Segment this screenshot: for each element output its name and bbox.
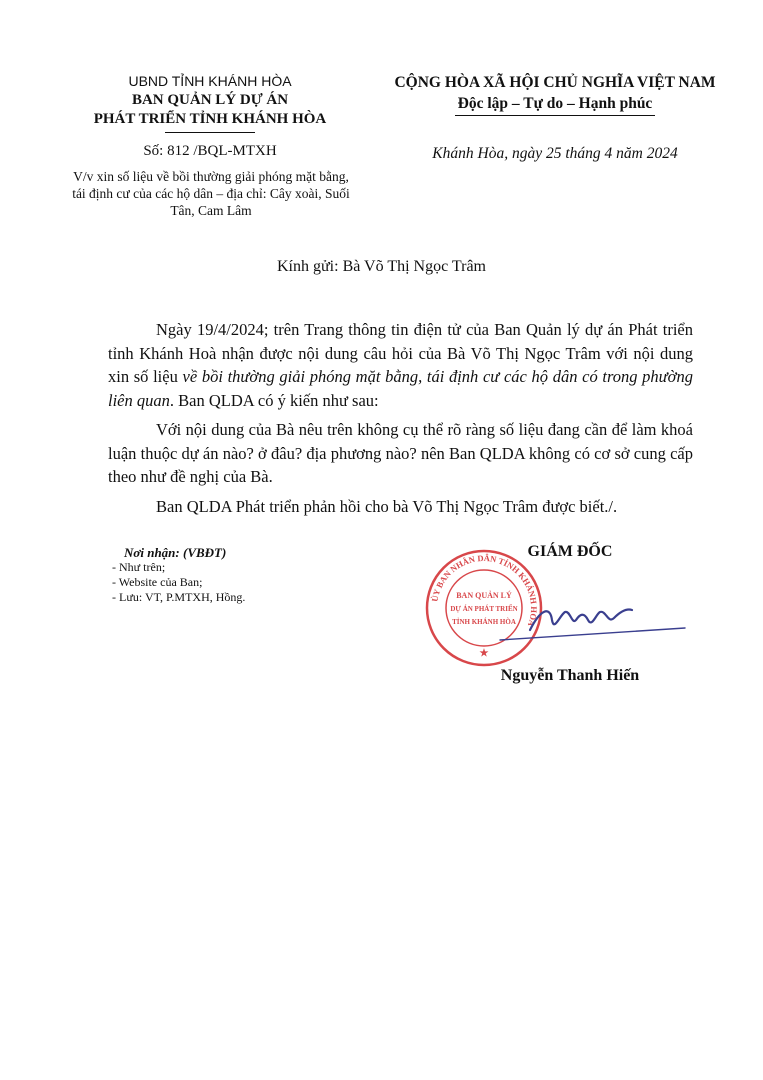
issuer-name-line2: PHÁT TRIỂN TỈNH KHÁNH HÒA [93, 111, 327, 127]
seal-line-2: DỰ ÁN PHÁT TRIỂN [450, 605, 518, 613]
document-date: Khánh Hòa, ngày 25 tháng 4 năm 2024 [432, 145, 678, 162]
recipient-item: - Như trên; [112, 560, 166, 574]
signer-name: Nguyễn Thanh Hiến [500, 667, 640, 684]
seal-line-1: BAN QUẢN LÝ [456, 591, 512, 600]
signer-title: GIÁM ĐỐC [527, 543, 613, 560]
recipient-item: - Website của Ban; [112, 575, 203, 589]
paragraph-3: Ban QLDA Phát triển phản hồi cho bà Võ Thị Ngọc Trâm được biết./. [156, 496, 618, 516]
national-title: CỘNG HÒA XÃ HỘI CHỦ NGHĨA VIỆT NAM [394, 74, 716, 91]
issuer-name-line1: BAN QUẢN LÝ DỰ ÁN [131, 92, 289, 108]
handwritten-signature [490, 590, 690, 650]
issuer-underline [165, 132, 255, 133]
document-subject: V/v xin số liệu về bồi thường giải phóng mặt bằng, tái định cư của các hộ dân – địa chỉ: Cây xoài, Suối Tân, Cam Lâm [72, 169, 350, 218]
document-number: Số: 812 /BQL-MTXH [143, 143, 277, 159]
paragraph-1: Ngày 19/4/2024; trên Trang thông tin điện tử của Ban Quản lý dự án Phát triển tỉnh Khánh Hoà nhận được nội dung câu hỏi của Bà Võ Thị Ngọc Trâm với nội dung xin số liệu về bồi thường giải phóng mặt bằng, tái định cư các hộ dân có trong phường liên quan. Ban QLDA có ý kiến như sau: [108, 320, 693, 410]
national-header [380, 72, 730, 116]
paragraph-2: Với nội dung của Bà nêu trên không cụ thể rõ ràng số liệu đang cần để làm khoá luận thuộc dự án nào? ở đâu? địa phương nào? nên Ban QLDA không có cơ sở cung cấp theo như đề nghị của Bà. [108, 420, 693, 486]
recipient-item: - Lưu: VT, P.MTXH, Hồng. [112, 590, 246, 604]
seal-line-3: TỈNH KHÁNH HÒA [452, 618, 516, 626]
seal-star-icon: ★ [479, 648, 489, 659]
motto-underline [455, 115, 655, 116]
recipients-list [112, 545, 372, 605]
national-motto: Độc lập – Tự do – Hạnh phúc [457, 95, 653, 112]
issuer-authority: UBND TỈNH KHÁNH HÒA [128, 73, 292, 89]
recipient-line: Kính gửi: Bà Võ Thị Ngọc Trâm [277, 258, 486, 275]
seal-ring-text: ỦY BAN NHÂN DÂN TỈNH KHÁNH HÒA [429, 552, 540, 628]
recipients-title: Nơi nhận: (VBĐT) [124, 545, 227, 560]
document-body [108, 318, 693, 524]
issuer-header [60, 72, 360, 133]
